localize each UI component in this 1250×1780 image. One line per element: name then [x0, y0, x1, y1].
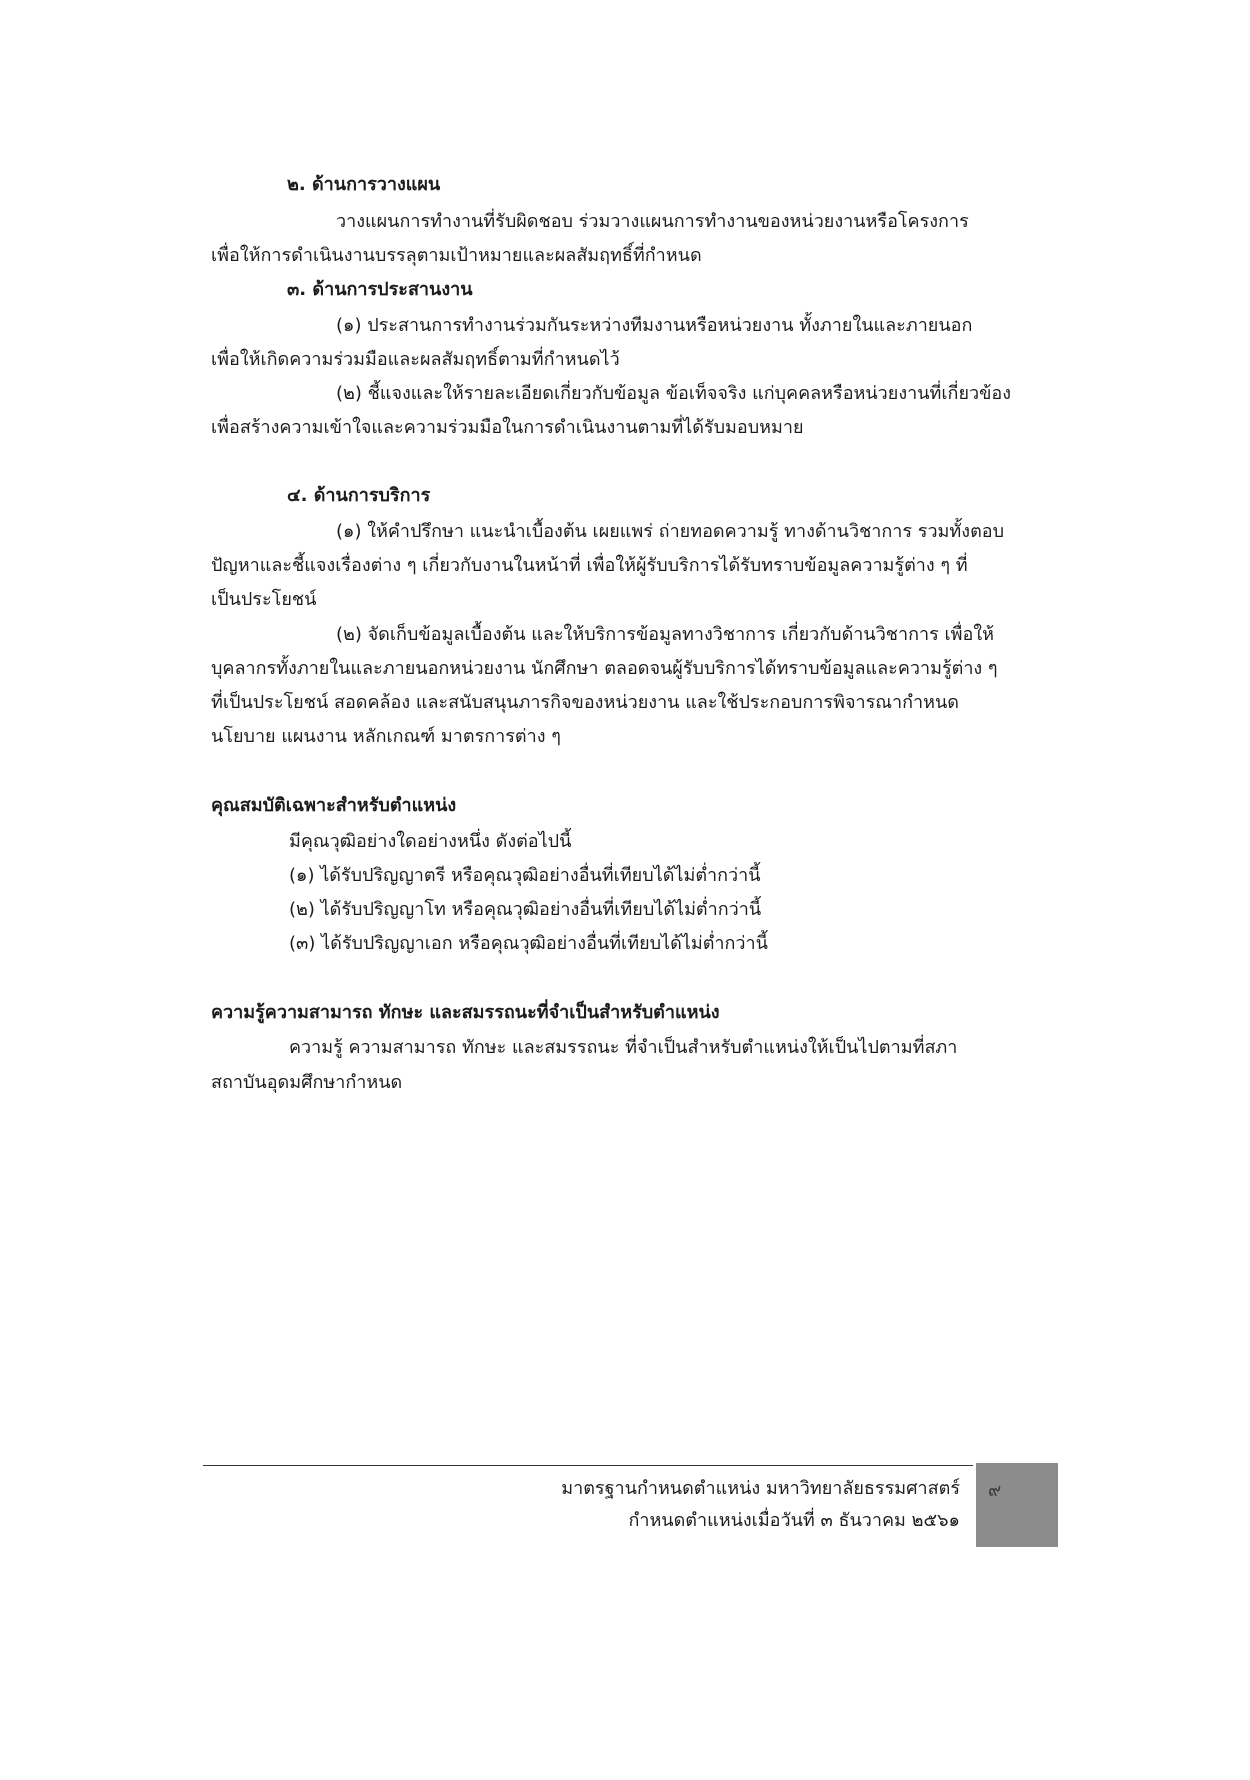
service-item-2-line-4: นโยบาย แผนงาน หลักเกณฑ์ มาตรการต่าง ๆ: [211, 726, 561, 747]
page-number-box: [976, 1463, 1058, 1547]
service-item-2-line-1: (๒) จัดเก็บข้อมูลเบื้องต้น และให้บริการข้อมูลทางวิชาการ เกี่ยวกับด้านวิชาการ เพื่อให้: [336, 624, 995, 645]
section-heading-service: ๔. ด้านการบริการ: [287, 485, 431, 506]
planning-paragraph-line-1: วางแผนการทำงานที่รับผิดชอบ ร่วมวางแผนการทำงานของหน่วยงานหรือโครงการ: [336, 211, 969, 232]
service-item-1-line-3: เป็นประโยชน์: [211, 589, 317, 610]
qualification-item-bachelor: (๑) ได้รับปริญญาตรี หรือคุณวุฒิอย่างอื่นที่เทียบได้ไม่ต่ำกว่านี้: [289, 865, 761, 886]
qualification-item-doctorate: (๓) ได้รับปริญญาเอก หรือคุณวุฒิอย่างอื่นที่เทียบได้ไม่ต่ำกว่านี้: [289, 933, 768, 954]
footer-title: มาตรฐานกำหนดตำแหน่ง มหาวิทยาลัยธรรมศาสตร์: [561, 1478, 960, 1499]
footer-divider: [203, 1465, 973, 1466]
qualifications-intro: มีคุณวุฒิอย่างใดอย่างหนึ่ง ดังต่อไปนี้: [289, 831, 572, 852]
coordination-item-1-line-1: (๑) ประสานการทำงานร่วมกันระหว่างทีมงานหรือหน่วยงาน ทั้งภายในและภายนอก: [336, 315, 973, 336]
service-item-1-line-1: (๑) ให้คำปรึกษา แนะนำเบื้องต้น เผยแพร่ ถ่ายทอดความรู้ ทางด้านวิชาการ รวมทั้งตอบ: [336, 521, 1005, 542]
competencies-paragraph-line-2: สถาบันอุดมศึกษากำหนด: [211, 1072, 403, 1093]
section-heading-coordination: ๓. ด้านการประสานงาน: [287, 279, 473, 300]
service-item-1-line-2: ปัญหาและชี้แจงเรื่องต่าง ๆ เกี่ยวกับงานในหน้าที่ เพื่อให้ผู้รับบริการได้รับทราบข้อมูลความรู้ต่าง ๆ ที่: [211, 555, 968, 576]
section-heading-competencies: ความรู้ความสามารถ ทักษะ และสมรรถนะที่จำเป็นสำหรับตำแหน่ง: [211, 1002, 720, 1023]
competencies-paragraph-line-1: ความรู้ ความสามารถ ทักษะ และสมรรถนะ ที่จำเป็นสำหรับตำแหน่งให้เป็นไปตามที่สภา: [289, 1037, 958, 1058]
coordination-item-2-line-1: (๒) ชี้แจงและให้รายละเอียดเกี่ยวกับข้อมูล ข้อเท็จจริง แก่บุคคลหรือหน่วยงานที่เกี่ยวข้อง: [336, 383, 1012, 404]
qualification-item-master: (๒) ได้รับปริญญาโท หรือคุณวุฒิอย่างอื่นที่เทียบได้ไม่ต่ำกว่านี้: [289, 899, 762, 920]
footer-date: กำหนดตำแหน่งเมื่อวันที่ ๓ ธันวาคม ๒๕๖๑: [628, 1510, 960, 1531]
planning-paragraph-line-2: เพื่อให้การดำเนินงานบรรลุตามเป้าหมายและผลสัมฤทธิ์ที่กำหนด: [211, 245, 702, 266]
coordination-item-2-line-2: เพื่อสร้างความเข้าใจและความร่วมมือในการดำเนินงานตามที่ได้รับมอบหมาย: [211, 417, 804, 438]
service-item-2-line-3: ที่เป็นประโยชน์ สอดคล้อง และสนับสนุนภารกิจของหน่วยงาน และใช้ประกอบการพิจารณากำหนด: [211, 692, 959, 713]
service-item-2-line-2: บุคลากรทั้งภายในและภายนอกหน่วยงาน นักศึกษา ตลอดจนผู้รับบริการได้ทราบข้อมูลและความรู้ต่าง ๆ: [211, 658, 998, 679]
coordination-item-1-line-2: เพื่อให้เกิดความร่วมมือและผลสัมฤทธิ์ตามที่กำหนดไว้: [211, 349, 620, 370]
section-heading-qualifications: คุณสมบัติเฉพาะสำหรับตำแหน่ง: [211, 795, 457, 816]
section-heading-planning: ๒. ด้านการวางแผน: [287, 174, 441, 195]
page-number: ๙: [988, 1480, 1002, 1501]
